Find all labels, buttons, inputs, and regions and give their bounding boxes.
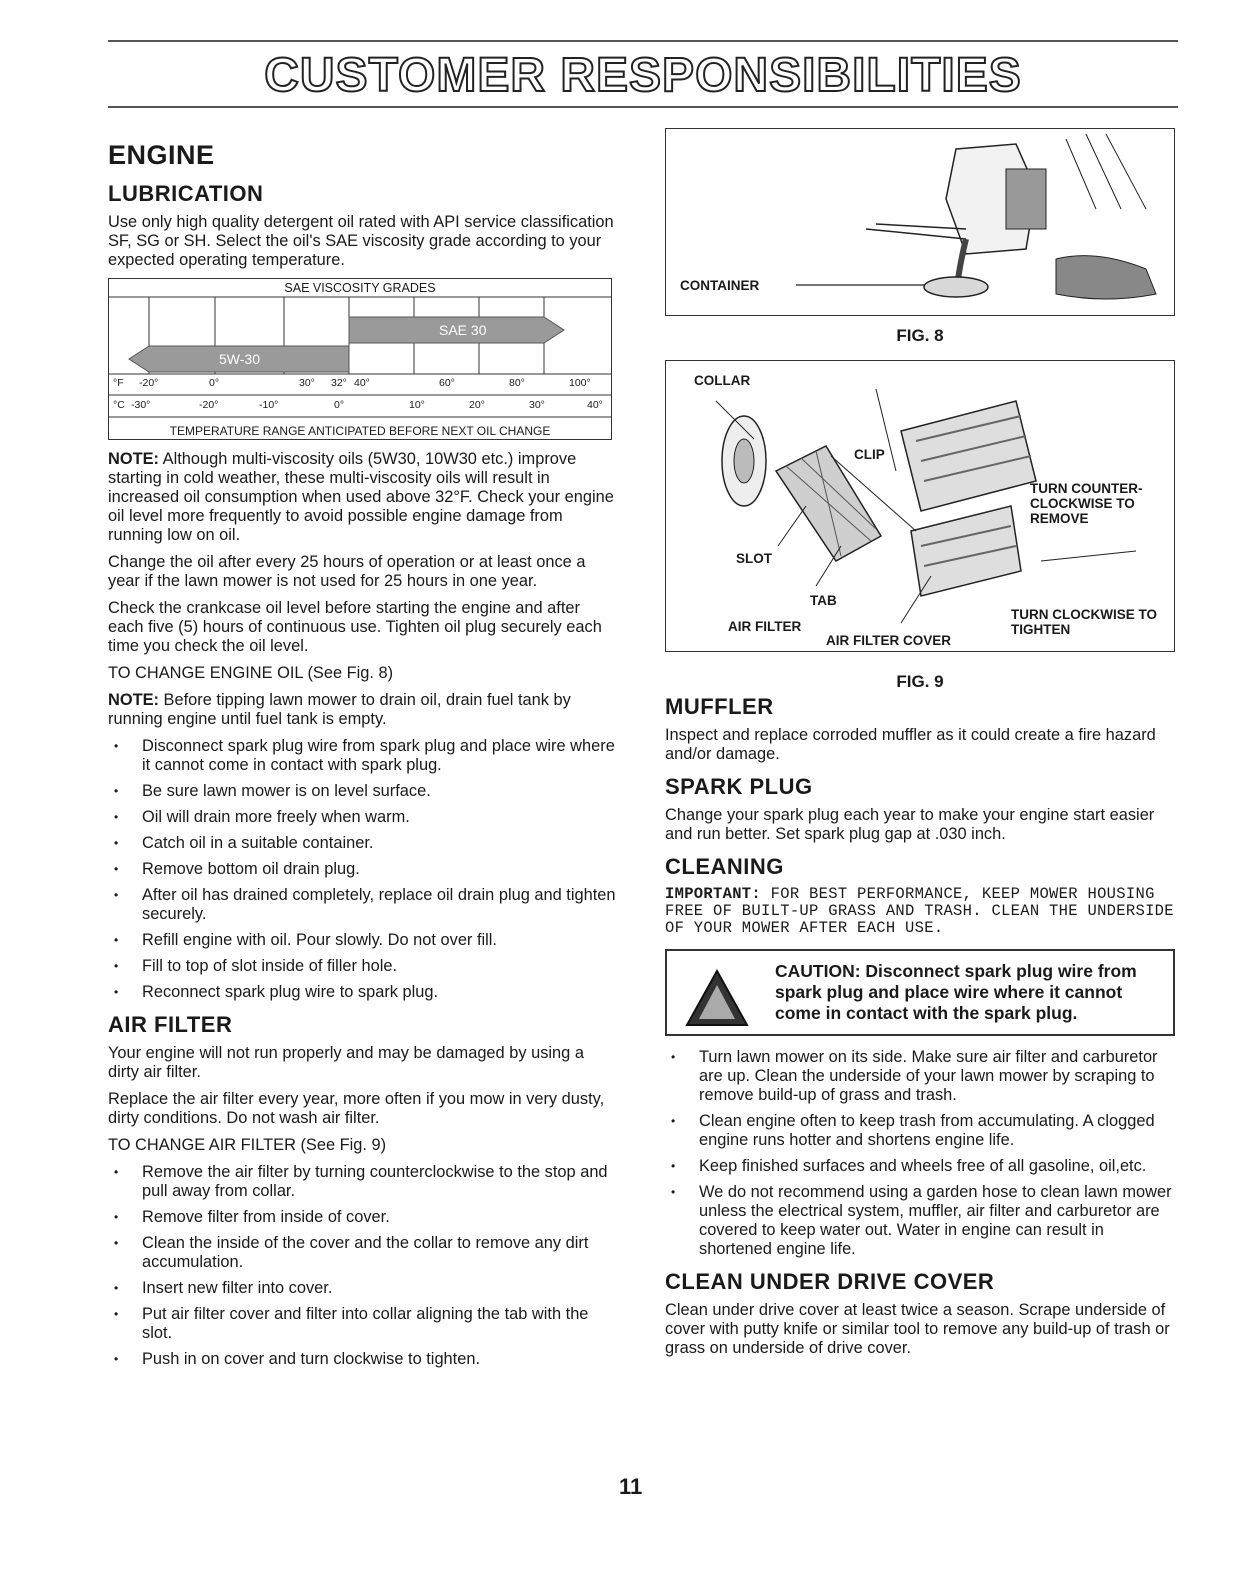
air-filter-heading: AIR FILTER [108, 1012, 233, 1037]
cleaning-heading: CLEANING [665, 854, 784, 879]
fig8-caption: FIG. 8 [896, 326, 944, 345]
clip-label: CLIP [854, 447, 885, 462]
container-label: CONTAINER [680, 278, 760, 293]
right-column [665, 128, 1175, 1366]
important-notice: IMPORTANT: FOR BEST PERFORMANCE, KEEP MOWER HOUSING FREE OF BUILT-UP GRASS AND TRASH. CLEAN THE UNDERSIDE OF YOUR MOWER AFTER EACH USE. [665, 885, 1174, 937]
list-item: • Clean the inside of the cover and the collar to remove any dirt accumulation. [108, 1234, 616, 1272]
title-rule [108, 106, 1178, 108]
oil-change-steps [108, 737, 616, 1002]
viscosity-chart-title: SAE VISCOSITY GRADES [284, 281, 436, 295]
engine-heading: ENGINE [108, 140, 215, 170]
fig8-illustration [665, 128, 1175, 316]
list-item: • Remove the air filter by turning counterclockwise to the stop and pull away from collar. [108, 1163, 616, 1201]
air-filter-cover-label: AIR FILTER COVER [826, 633, 952, 648]
air-filter-paragraph-1: Your engine will not run properly and may be damaged by using a dirty air filter. [108, 1044, 584, 1081]
air-filter-steps [108, 1163, 616, 1369]
list-item: • Insert new filter into cover. [108, 1279, 616, 1298]
5w30-label: 5W-30 [219, 351, 260, 367]
drive-cover-text: Clean under drive cover at least twice a season. Scrape underside of cover with putty knife or similar tool to remove any build-up of trash or grass on underside of drive cover. [665, 1301, 1170, 1357]
note-tipping: NOTE: Before tipping lawn mower to drain oil, drain fuel tank by running engine until fuel tank is empty. [108, 691, 571, 728]
list-item: • Refill engine with oil. Pour slowly. Do not over fill. [108, 931, 616, 950]
list-item: • Reconnect spark plug wire to spark plug. [108, 983, 616, 1002]
caution-box [665, 949, 1175, 1036]
list-item: • Keep finished surfaces and wheels free of all gasoline, oil,etc. [665, 1157, 1175, 1176]
drive-cover-heading: CLEAN UNDER DRIVE COVER [665, 1269, 995, 1294]
viscosity-chart-footer: TEMPERATURE RANGE ANTICIPATED BEFORE NEXT OIL CHANGE [169, 424, 551, 438]
list-item: • Push in on cover and turn clockwise to tighten. [108, 1350, 616, 1369]
warning-icon [685, 969, 749, 1027]
list-item: • Turn lawn mower on its side. Make sure air filter and carburetor are up. Clean the underside of your lawn mower by scraping to remove build-up of grass and trash. [665, 1048, 1175, 1105]
air-filter-label: AIR FILTER [728, 619, 802, 634]
muffler-heading: MUFFLER [665, 694, 774, 719]
collar-label: COLLAR [694, 373, 751, 388]
fig9-illustration [665, 360, 1175, 652]
check-crankcase-paragraph: Check the crankcase oil level before starting the engine and after each five (5) hours of continuous use. Tighten oil plug securely each time you check the oil level. [108, 599, 602, 655]
slot-label: SLOT [736, 551, 772, 566]
note-multi-viscosity: NOTE: Although multi-viscosity oils (5W30, 10W30 etc.) improve starting in cold weather, these multi-viscosity oils will result in increased oil consumption when used above 32°F. Check your engine oil level more frequently to avoid possible engine damage from running low on oil. [108, 450, 614, 544]
page-number: 11 [619, 1474, 643, 1499]
viscosity-chart: SAE VISCOSITY GRADES SAE 30 5W-30 °F -20° 0° 30° 32° 40° 60° 80° 100° °C -30° -20° -10° 0° 10° 20° 30° 40° TEMPERATURE RANGE ANTICIPATED BEFORE NEXT OIL CHANGE [108, 278, 612, 440]
list-item: • Be sure lawn mower is on level surface. [108, 782, 616, 801]
to-change-oil-heading: TO CHANGE ENGINE OIL (See Fig. 8) [108, 664, 394, 682]
sae30-label: SAE 30 [439, 322, 487, 338]
list-item: • Remove filter from inside of cover. [108, 1208, 616, 1227]
change-oil-paragraph: Change the oil after every 25 hours of operation or at least once a year if the lawn mower is not used for 25 hours in one year. [108, 553, 586, 590]
list-item: • We do not recommend using a garden hose to clean lawn mower unless the electrical system, muffler, air filter and carburetor are covered to keep water out. Water in engine can result in shortened engine life. [665, 1183, 1175, 1259]
muffler-text: Inspect and replace corroded muffler as it could create a fire hazard and/or damage. [665, 726, 1156, 763]
list-item: • Put air filter cover and filter into collar aligning the tab with the slot. [108, 1305, 616, 1343]
list-item: • Remove bottom oil drain plug. [108, 860, 616, 879]
left-column [108, 140, 616, 1376]
viscosity-arrows [109, 279, 611, 439]
spark-plug-heading: SPARK PLUG [665, 774, 813, 799]
list-item: • Oil will drain more freely when warm. [108, 808, 616, 827]
lubrication-intro: Use only high quality detergent oil rated with API service classification SF, SG or SH. Select the oil's SAE viscosity grade according to your expected operating temperature. [108, 213, 614, 269]
list-item: • Disconnect spark plug wire from spark plug and place wire where it cannot come in contact with spark plug. [108, 737, 616, 775]
lubrication-heading: LUBRICATION [108, 181, 264, 206]
list-item: • After oil has drained completely, replace oil drain plug and tighten securely. [108, 886, 616, 924]
air-filter-paragraph-2: Replace the air filter every year, more often if you mow in very dusty, dirty conditions. Do not wash air filter. [108, 1090, 605, 1127]
tab-label: TAB [810, 593, 837, 608]
caution-text: CAUTION: Disconnect spark plug wire from spark plug and place wire where it cannot come in contact with the spark plug. [775, 961, 1137, 1023]
fig9-caption: FIG. 9 [896, 672, 944, 691]
to-change-air-heading: TO CHANGE AIR FILTER (See Fig. 9) [108, 1136, 387, 1154]
list-item: • Clean engine often to keep trash from accumulating. A clogged engine runs hotter and shortens engine life. [665, 1112, 1175, 1150]
spark-plug-text: Change your spark plug each year to make your engine start easier and run better. Set spark plug gap at .030 inch. [665, 806, 1155, 843]
turn-ccw-label: TURN COUNTER-CLOCKWISE TO REMOVE [1030, 481, 1143, 526]
list-item: • Fill to top of slot inside of filler hole. [108, 957, 616, 976]
turn-cw-label: TURN CLOCKWISE TO TIGHTEN [1011, 607, 1157, 637]
cleaning-steps [665, 1048, 1175, 1259]
list-item: • Catch oil in a suitable container. [108, 834, 616, 853]
top-rule [108, 40, 1178, 42]
page-title: CUSTOMER RESPONSIBILITIES [264, 49, 1022, 102]
